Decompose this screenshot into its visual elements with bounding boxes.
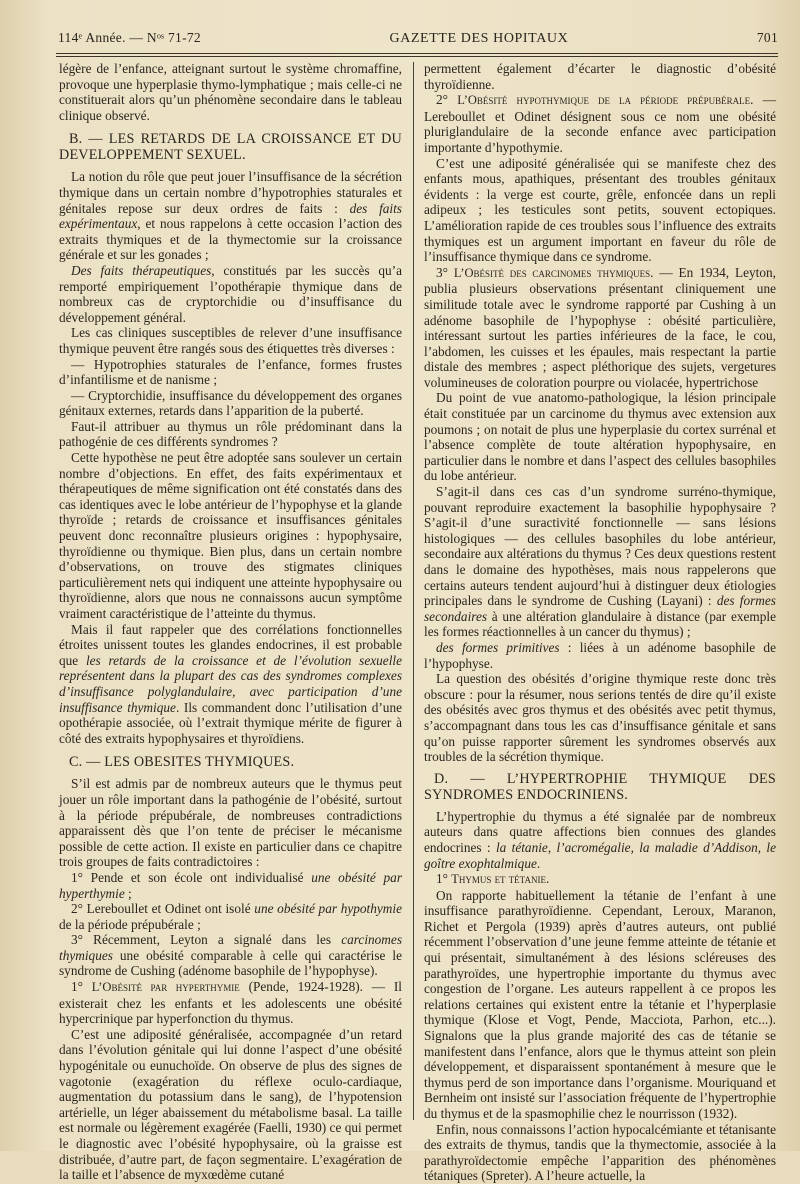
paragraph: Enfin, nous connaissons l’action hypocalcémiante et tétanisante des extraits de thymus, tandis que la thymectomie, associée à la parathyroïdectomie empêche l’apparition des phénomènes tétaniques (Spreter). A l’heure actuelle, la <box>424 1121 776 1184</box>
list-item: 1° Pende et son école ont individualisé une obésité par hyperthymie ; <box>59 869 403 901</box>
paragraph: 2° L’Obésité hypothymique de la période prépubérale. — Lereboullet et Odinet désignent sous ce nom une obésité pluriglandulaire de la seconde enfance avec participation importante d’hypothymie. <box>424 92 776 155</box>
paragraph: 3° L’Obésité des carcinomes thymiques. — En 1934, Leyton, publia plusieurs observations présentant cliniquement une similitude totale avec le syndrome rapporté par Cushing à un adénome basophile de l’hypophyse : obésité particulière, intéressant surtout les parties inférieures de la face, le cou, l’abdomen, les cuisses et les épaules, mais respectant la partie distale des membres ; aspect pléthorique des sujets, vergetures volumineuses de coloration pourpre ou violacée, hypertrichose <box>424 264 776 390</box>
paragraph: L’hypertrophie du thymus a été signalée par de nombreux auteurs dans quatre affections bien connues des glandes endocrines : la tétanie, l’acromégalie, la maladie d’Addison, le goître exophtalmique. <box>424 808 776 871</box>
paragraph: légère de l’enfance, atteignant surtout le système chromaffine, provoque une hyperplasie thymo-lymphatique ; mais celle-ci ne constituerait alors qu’un phénomène secondaire dans le tableau clinique observé. <box>59 61 402 123</box>
right-column <box>424 61 776 1184</box>
paragraph: S’agit-il dans ces cas d’un syndrome surréno-thymique, pouvant reproduire exactement la basophilie hypophysaire ? S’agit-il d’une suractivité fonctionnelle — sans lésions histologiques — des cellules basophiles du lobe antérieur, secondaire aux altérations du thymus ? Ces deux questions restent dans le domaine des hypothèses, mais nous rappelerons que certains auteurs tendent aujourd’hui à distinguer deux étiologies principales dans le syndrome de Cushing (Layani) : des formes secondaires à une altération glandulaire à distance (par exemple les formes réactionnelles à un cancer du thymus) ; <box>424 484 776 640</box>
paragraph: permettent également d’écarter le diagnostic d’obésité thyroïdienne. <box>424 61 776 92</box>
paragraph: des formes primitives : liées à un adénome basophile de l’hypophyse. <box>424 639 776 671</box>
paragraph: 1° L’Obésité par hyperthymie (Pende, 1924-1928). — Il existerait chez les enfants et les adolescents une obésité hypercrinique par hyperfonction du thymus. <box>59 979 402 1027</box>
header-rule-top <box>56 53 778 54</box>
journal-title: GAZETTE DES HOPITAUX <box>389 31 569 46</box>
paragraph: La question des obésités d’origine thymique reste donc très obscure : pour la résumer, nous serions tentés de dire qu’il existe des obésités avec gros thymus et des obésités avec petit thymus, s’accompagnant dans tous les cas d’insuffisance génitale et sans qu’on puisse rapporter sûrement les syndromes observés aux troubles de la sécrétion thymique. <box>424 671 776 765</box>
section-c-heading: C. — LES OBESITES THYMIQUES. <box>69 754 295 771</box>
column-divider <box>413 62 414 1120</box>
paragraph: On rapporte habituellement la tétanie de l’enfant à une insuffisance parathyroïdienne. Cependant, Leroux, Maranon, Richet et Pergola (1939) après d’autres auteurs, ont publié récemment l’observation d’une jeune femme atteinte de tétanie et qui présentait, simultanément à des lésions scléreuses des parathyroïdes, une hypertrophie importante du thymus avec congestion de l’organe. Les auteurs rappellent à ce propos les relations certaines qui existent entre la tétanie et l’hyperplasie thymique (Klose et Vogt, Pende, Macciota, Parhon, etc...). Signalons que la plus grande majorité des cas de tétanie se manifestent dans l’enfance, alors que le thymus atteint son plein développement, et disparaissent spontanément à mesure que le thymus perd de son importance dans l’organisme. Mouriquand et Bernheim ont insisté sur l’association fréquente de l’hypertrophie du thymus et de la spasmophilie chez le nourrisson (1932). <box>424 887 776 1121</box>
paragraph: S’il est admis par de nombreux auteurs que le thymus peut jouer un rôle important dans la pathogénie de l’obésité, surtout à la période prépubérale, de nombreuses contradictions apparaissent dès que l’on tente de préciser le mécanisme possible de cette action. Il existe en particulier dans ce chapitre trois groupes de faits contradictoires : <box>59 776 402 870</box>
subheading: 1° Thymus et tétanie. <box>436 871 550 887</box>
list-item: — Cryptorchidie, insuffisance du développement des organes génitaux externes, retards dans l’apparition de la puberté. <box>59 387 402 419</box>
paragraph: Du point de vue anatomo-pathologique, la lésion principale était constituée par un carcinome du thymus avec extension aux poumons ; on notait de plus une hyperplasie du cortex surrénal et l’absence complète de toute altération hypophysaire, en particulier dans le nombre et dans l’aspect des cellules basophiles du lobe antérieur. <box>424 390 776 484</box>
paragraph: Mais il faut rappeler que des corrélations fonctionnelles étroites unissent toutes les glandes endocrines, il est probable que les retards de la croissance et de l’évolution sexuelle représentent dans la plupart des cas des syndromes complexes d’insuffisance polyglandulaire, avec participation d’une insuffisance thymique. Ils commandent donc l’utilisation d’une opothérapie associée, où l’extrait thymique mérite de figurer à côté des extraits hypophysaires et thyroïdiens. <box>59 621 402 746</box>
paragraph: Les cas cliniques susceptibles de relever d’une insuffisance thymique peuvent être rangés sous des étiquettes très diverses : <box>59 325 402 356</box>
paragraph: La notion du rôle que peut jouer l’insuffisance de la sécrétion thymique dans un certain nombre d’hypotrophies staturales et génitales repose sur deux ordres de faits : des faits expérimentaux, et nous rappelons à cette occasion l’action des extraits thymiques et de la thymectomie sur la croissance générale et sur les gonades ; <box>59 169 402 263</box>
paragraph: C’est une adiposité généralisée, accompagnée d’un retard dans l’évolution génitale qui lui donne l’aspect d’une obésité hypogénitale ou eunuchoïde. On observe de plus des signes de vagotonie (exagération du réflexe oculo-cardiaque, augmentation du potassium dans le sang), de l’hypotension artérielle, un léger abaissement du métabolisme basal. La taille est normale ou légèrement exagérée (Faelli, 1930) ce qui permet le diagnostic avec l’obésité hypophysaire, où la graisse est distribuée, d’autre part, de façon segmentaire. L’exagération de la taille et l’absence de myxœdème cutané <box>59 1026 402 1183</box>
section-d-heading: D. — L’HYPERTROPHIE THYMIQUE DES SYNDROMES ENDOCRINIENS. <box>424 770 776 803</box>
list-item: — Hypotrophies staturales de l’enfance, formes frustes d’infantilisme et de nanisme ; <box>59 356 402 388</box>
paragraph: Des faits thérapeutiques, constitués par les succès qu’a remporté empiriquement l’opothérapie thymique dans de nombreux cas de cryptorchidie ou d’insuffisance du développement général. <box>59 262 402 325</box>
page-header <box>58 30 778 52</box>
header-rule-bottom <box>56 56 778 57</box>
left-column <box>59 61 403 1183</box>
paragraph: C’est une adiposité généralisée qui se manifeste chez des enfants mous, apathiques, présentant des troubles génitaux évidents : la verge est courte, grêle, enfoncée dans un repli adipeux ; les testicules sont petits, souvent ectopiques. L’amélioration rapide de ces troubles sous l’influence des extraits thymiques est un argument important en faveur du rôle de l’insuffisance thymique dans ce syndrome. <box>424 155 776 265</box>
section-b-heading: B. — LES RETARDS DE LA CROISSANCE ET DU DEVELOPPEMENT SEXUEL. <box>59 131 402 164</box>
paragraph: Cette hypothèse ne peut être adoptée sans soulever un certain nombre d’objections. En effet, des faits expérimentaux et thérapeutiques de même signification ont été constatés dans des cas identiques avec le lobe antérieur de l’hypophyse et la glande thyroïde ; retards de croissance et insuffisances génitales peuvent donc reconnaître plusieurs origines : hypophysaire, thyroïdienne ou thymique. Bien plus, dans un certain nombre d’observations, on trouve des stigmates cliniques particulièrement nets qui indiquent une atteinte hypophysaire ou thyroïdienne, alors que nous ne connaissons aucun symptôme vraiment caractéristique de l’atteinte du thymus. <box>59 450 402 621</box>
paragraph: Faut-il attribuer au thymus un rôle prédominant dans la pathogénie de ces différents syndromes ? <box>59 418 402 450</box>
issue-info: 114ᵉ Année. — Nᵒˢ 71-72 <box>58 30 201 45</box>
page-number: 701 <box>756 30 778 45</box>
list-item: 2° Lereboullet et Odinet ont isolé une obésité par hypothymie de la période prépubérale ; <box>59 901 402 932</box>
list-item: 3° Récemment, Leyton a signalé dans les carcinomes thymiques une obésité comparable à celle qui caractérise le syndrome de Cushing (adénome basophile de l’hypophyse). <box>59 932 402 979</box>
